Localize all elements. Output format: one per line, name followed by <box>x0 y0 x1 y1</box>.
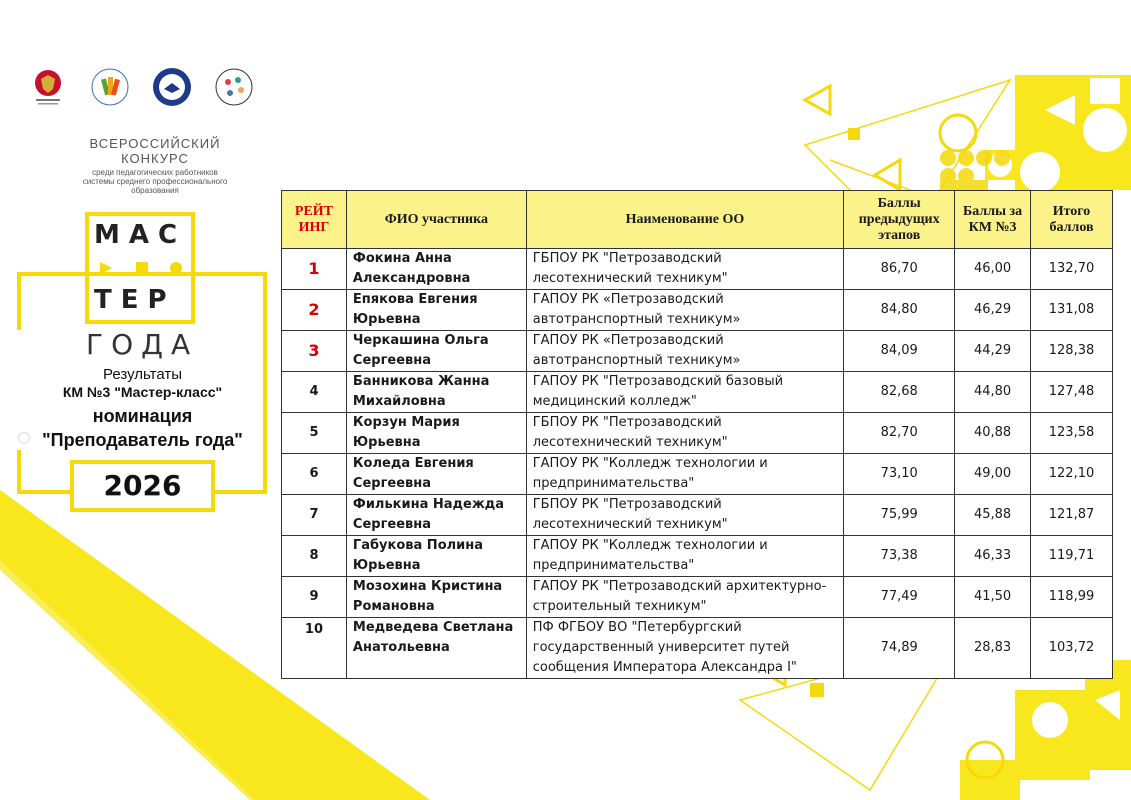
prev-points-cell: 75,99 <box>844 495 955 536</box>
header-rating: РЕЙТ ИНГ <box>282 191 347 249</box>
km3-points-cell: 44,29 <box>955 331 1031 372</box>
prev-points-cell: 74,89 <box>844 618 955 679</box>
name-cell: Банникова Жанна Михайловна <box>346 372 526 413</box>
contest-title-line1: ВСЕРОССИЙСКИЙ <box>89 136 221 151</box>
km3-points-cell: 41,50 <box>955 577 1031 618</box>
total-cell: 132,70 <box>1031 249 1113 290</box>
institute-emblem-icon <box>152 67 192 107</box>
circle-icon <box>170 262 182 274</box>
org-cell: ПФ ФГБОУ ВО "Петербургский государственный университет путей сообщения Императора Александра I" <box>526 618 843 679</box>
rank-cell: 8 <box>282 536 347 577</box>
name-cell: Коледа Евгения Сергеевна <box>346 454 526 495</box>
contest-subtitle-line1: среди педагогических работников <box>92 168 218 177</box>
name-cell: Филькина Надежда Сергеевна <box>346 495 526 536</box>
header-org: Наименование ОО <box>526 191 843 249</box>
results-nomination: "Преподаватель года" <box>42 430 243 450</box>
prev-points-cell: 84,09 <box>844 331 955 372</box>
org-cell: ГАПОУ РК "Петрозаводский архитектурно-строительный техникум" <box>526 577 843 618</box>
name-cell: Корзун Мария Юрьевна <box>346 413 526 454</box>
km3-points-cell: 46,29 <box>955 290 1031 331</box>
table-row <box>282 290 1113 331</box>
year-badge: 2026 <box>70 460 215 512</box>
name-cell: Епякова Евгения Юрьевна <box>346 290 526 331</box>
prev-points-cell: 82,68 <box>844 372 955 413</box>
org-cell: ГАПОУ РК "Петрозаводский базовый медицинский колледж" <box>526 372 843 413</box>
table-row <box>282 536 1113 577</box>
km3-points-cell: 45,88 <box>955 495 1031 536</box>
prev-points-cell: 86,70 <box>844 249 955 290</box>
header-km3-points: Баллы за КМ №3 <box>955 191 1031 249</box>
square-icon <box>136 262 148 274</box>
master-logo-row1: МАС <box>94 220 187 250</box>
total-cell: 118,99 <box>1031 577 1113 618</box>
name-cell: Габукова Полина Юрьевна <box>346 536 526 577</box>
results-table <box>281 190 1113 679</box>
total-cell: 121,87 <box>1031 495 1113 536</box>
rank-cell: 1 <box>282 249 347 290</box>
professionals-emblem-icon <box>214 67 254 107</box>
total-cell: 123,58 <box>1031 413 1113 454</box>
prev-points-cell: 77,49 <box>844 577 955 618</box>
union-logo <box>90 67 130 107</box>
table-row <box>282 495 1113 536</box>
total-cell: 131,08 <box>1031 290 1113 331</box>
prev-points-cell: 73,38 <box>844 536 955 577</box>
table-row <box>282 331 1113 372</box>
ministry-emblem-icon <box>28 67 68 107</box>
prev-points-cell: 73,10 <box>844 454 955 495</box>
km3-points-cell: 28,83 <box>955 618 1031 679</box>
contest-subtitle-line3: образования <box>131 186 179 195</box>
table-row <box>282 454 1113 495</box>
name-cell: Медведева Светлана Анатольевна <box>346 618 526 679</box>
rank-cell: 10 <box>282 618 347 679</box>
rank-cell: 4 <box>282 372 347 413</box>
org-cell: ГАПОУ РК «Петрозаводский автотранспортный техникум» <box>526 331 843 372</box>
total-cell: 119,71 <box>1031 536 1113 577</box>
prev-points-cell: 84,80 <box>844 290 955 331</box>
org-cell: ГБПОУ РК "Петрозаводский лесотехнический техникум" <box>526 495 843 536</box>
prev-points-cell: 82,70 <box>844 413 955 454</box>
results-stage: КМ №3 "Мастер-класс" <box>62 384 223 400</box>
total-cell: 122,10 <box>1031 454 1113 495</box>
total-cell: 127,48 <box>1031 372 1113 413</box>
master-logo-row3: ГОДА <box>86 328 199 361</box>
contest-subtitle-line2: системы среднего профессионального <box>82 177 228 186</box>
header-prev-points: Баллы предыдущих этапов <box>844 191 955 249</box>
rank-cell: 2 <box>282 290 347 331</box>
rank-cell: 6 <box>282 454 347 495</box>
union-emblem-icon <box>90 67 130 107</box>
header-name: ФИО участника <box>346 191 526 249</box>
org-cell: ГАПОУ РК "Колледж технологии и предпринимательства" <box>526 536 843 577</box>
table-header-row <box>282 191 1113 249</box>
contest-title-line2: КОНКУРС <box>121 151 189 166</box>
rank-cell: 3 <box>282 331 347 372</box>
km3-points-cell: 44,80 <box>955 372 1031 413</box>
total-cell: 128,38 <box>1031 331 1113 372</box>
name-cell: Черкашина Ольга Сергеевна <box>346 331 526 372</box>
total-cell: 103,72 <box>1031 618 1113 679</box>
professionals-logo <box>214 67 254 107</box>
table-row <box>282 372 1113 413</box>
km3-points-cell: 49,00 <box>955 454 1031 495</box>
master-logo-shapes <box>96 258 188 278</box>
results-nomination-label: номинация <box>92 406 193 426</box>
table-row <box>282 577 1113 618</box>
rank-cell: 7 <box>282 495 347 536</box>
header-total: Итого баллов <box>1031 191 1113 249</box>
km3-points-cell: 46,00 <box>955 249 1031 290</box>
master-logo-row2: ТЕР <box>94 285 176 315</box>
name-cell: Мозохина Кристина Романовна <box>346 577 526 618</box>
org-cell: ГАПОУ РК "Колледж технологии и предпринимательства" <box>526 454 843 495</box>
km3-points-cell: 46,33 <box>955 536 1031 577</box>
triangle-icon <box>100 262 112 274</box>
km3-points-cell: 40,88 <box>955 413 1031 454</box>
org-cell: ГБПОУ РК "Петрозаводский лесотехнический техникум" <box>526 249 843 290</box>
table-row <box>282 249 1113 290</box>
org-cell: ГБПОУ РК "Петрозаводский лесотехнический техникум" <box>526 413 843 454</box>
institute-logo <box>152 67 192 107</box>
org-cell: ГАПОУ РК «Петрозаводский автотранспортный техникум» <box>526 290 843 331</box>
results-label: Результаты <box>103 366 182 383</box>
table-row <box>282 618 1113 679</box>
rank-cell: 9 <box>282 577 347 618</box>
rank-cell: 5 <box>282 413 347 454</box>
table-row <box>282 413 1113 454</box>
ministry-logo <box>28 67 68 107</box>
name-cell: Фокина Анна Александровна <box>346 249 526 290</box>
